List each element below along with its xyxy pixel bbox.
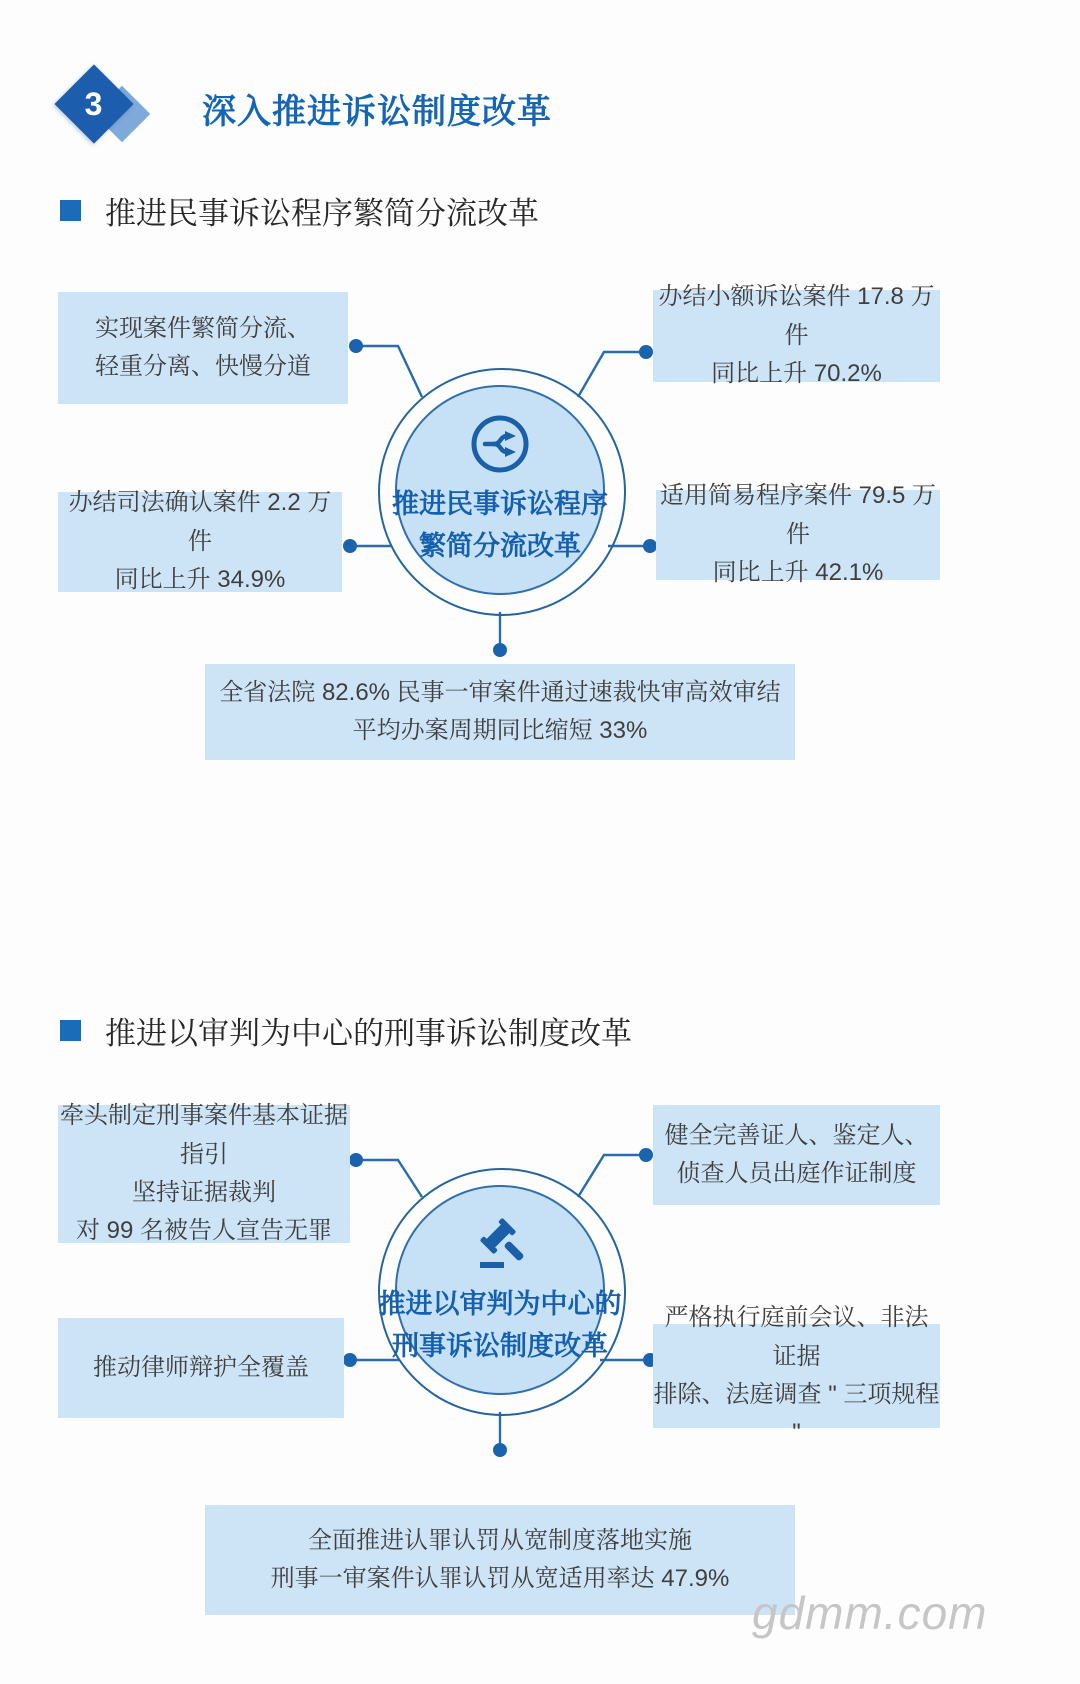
info-box-line: 同比上升 70.2%	[711, 360, 882, 388]
badge-number: 3	[85, 85, 103, 122]
info-box-line: 刑事一审案件认罪认罚从宽适用率达 47.9%	[270, 1565, 730, 1592]
info-box-line: 平均办案周期同比缩短 33%	[352, 717, 648, 744]
info-box-mid-left	[58, 489, 342, 594]
section-number-badge	[60, 66, 160, 154]
info-box-line: 实现案件繁简分流、	[95, 314, 311, 342]
center-circle-civil	[378, 368, 626, 616]
info-box-line: 严格执行庭前会议、非法证据	[664, 1304, 929, 1370]
info-box-line: 侦查人员出庭作证制度	[676, 1160, 917, 1187]
info-box-top-right	[653, 283, 940, 388]
section-heading-criminal	[60, 1008, 632, 1053]
section-heading-civil	[60, 188, 539, 233]
center-label-line: 推进以审判为中心的	[378, 1289, 622, 1320]
page-title: 深入推进诉讼制度改革	[202, 93, 552, 131]
info-box-bottom	[205, 1505, 795, 1615]
info-box-mid-left	[58, 1318, 344, 1418]
info-box-line: 办结小额诉讼案件 17.8 万件	[658, 283, 935, 349]
info-box-line: 健全完善证人、鉴定人、	[664, 1121, 929, 1149]
split-branch-icon	[468, 412, 532, 476]
info-box-mid-right	[653, 1304, 940, 1447]
square-bullet-icon	[60, 1020, 81, 1041]
gavel-icon	[468, 1212, 532, 1276]
info-box-top-left	[58, 1102, 350, 1245]
section-heading-label: 推进民事诉讼程序繁简分流改革	[105, 196, 539, 231]
section-heading-label: 推进以审判为中心的刑事诉讼制度改革	[105, 1016, 632, 1051]
info-box-line: 牵头制定刑事案件基本证据指引	[60, 1102, 348, 1168]
center-label-line: 繁简分流改革	[419, 531, 581, 561]
center-circle-criminal	[378, 1168, 626, 1416]
watermark: gdmm.com	[752, 1587, 988, 1639]
info-box-line: 坚持证据裁判	[132, 1179, 276, 1206]
info-box-line: 轻重分离、快慢分道	[95, 353, 311, 380]
center-label-line: 刑事诉讼制度改革	[392, 1331, 608, 1361]
page-header	[60, 66, 960, 156]
info-box-line: 同比上升 34.9%	[114, 566, 286, 594]
center-label-line: 推进民事诉讼程序	[392, 489, 608, 520]
info-box-line: 适用简易程序案件 79.5 万件	[659, 482, 937, 548]
info-box-top-right	[653, 1105, 940, 1205]
info-box-bottom	[205, 664, 795, 760]
center-circle-inner	[378, 1185, 622, 1395]
info-box-line: 同比上升 42.1%	[712, 559, 884, 587]
center-circle-inner	[392, 385, 608, 595]
info-box-top-left	[58, 292, 348, 404]
info-box-line: 排除、法庭调查 " 三项规程 "	[653, 1381, 940, 1447]
center-circle-label	[392, 484, 608, 568]
info-box-line: 推动律师辩护全覆盖	[93, 1353, 309, 1381]
center-circle-label	[379, 1284, 622, 1368]
square-bullet-icon	[60, 200, 81, 221]
info-box-line: 对 99 名被告人宣告无罪	[75, 1217, 333, 1245]
info-box-line: 全面推进认罪认罚从宽制度落地实施	[308, 1526, 692, 1554]
info-box-mid-right	[656, 482, 940, 587]
info-box-line: 全省法院 82.6% 民事一审案件通过速裁快审高效审结	[219, 678, 781, 706]
info-box-line: 办结司法确认案件 2.2 万件	[68, 489, 332, 555]
